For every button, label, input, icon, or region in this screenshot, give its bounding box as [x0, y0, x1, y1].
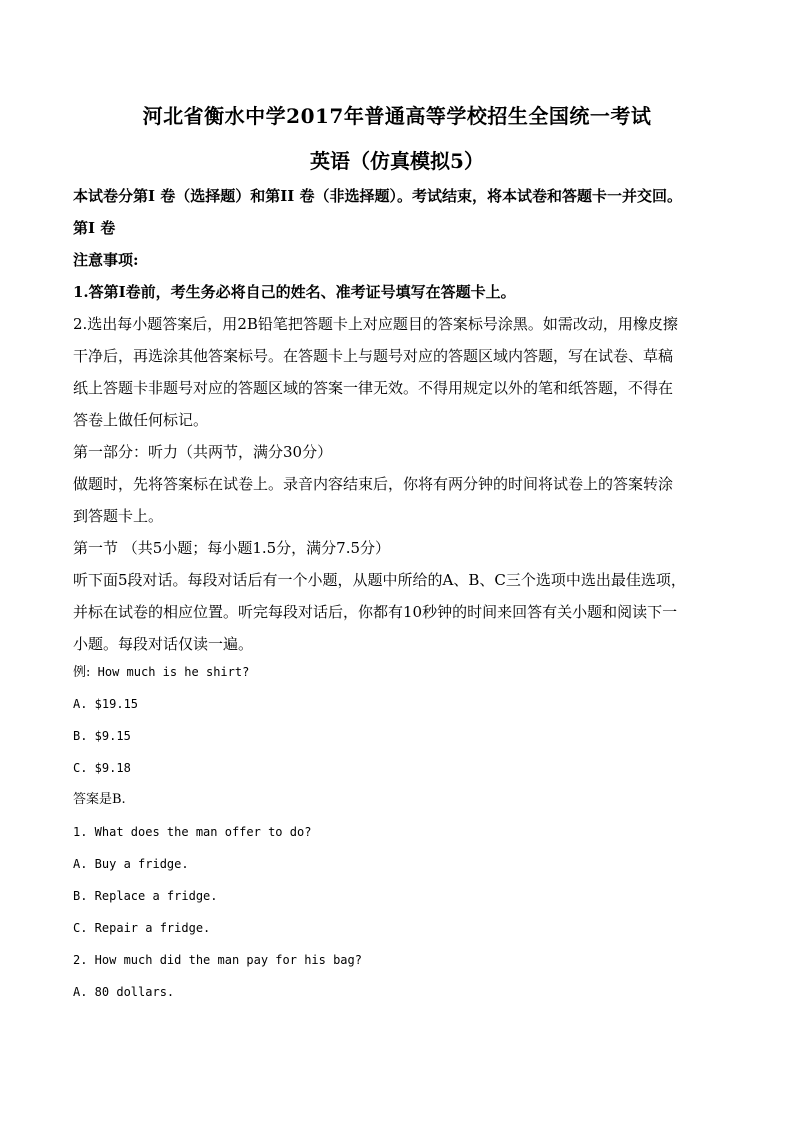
example-option-c: C. $9.18 [73, 761, 131, 775]
part1-heading-text: 第一部分：听力（共两节，满分30分） [73, 443, 333, 461]
section1-heading-text: 第一节 （共5小题；每小题1.5分，满分7.5分） [73, 539, 391, 557]
notes-heading: 注意事项: [73, 251, 139, 269]
question-2-option-a: A. 80 dollars. [73, 985, 175, 999]
example-answer: 答案是B. [73, 792, 126, 807]
note-2-line: 2.选出每小题答案后，用2B铅笔把答题卡上对应题目的答案标号涂黑。如需改动，用橡皮擦 [73, 315, 678, 333]
example-question [73, 662, 249, 683]
example-option-a: A. $19.15 [73, 697, 139, 711]
part1-instr-line: 做题时，先将答案标在试卷上。录音内容结束后，你将有两分钟的时间将试卷上的答案转涂 [73, 475, 674, 493]
example-prefix: 例: [73, 665, 91, 680]
part1-instr-line: 到答题卡上。 [73, 507, 164, 525]
question-2-stem: 2. How much did the man pay for his bag? [73, 953, 362, 967]
section1-instr-line: 听下面5段对话。每段对话后有一个小题，从题中所给的A、B、C三个选项中选出最佳选项， [73, 571, 686, 589]
question-1-option-a: A. Buy a fridge. [73, 857, 189, 871]
note-2-line: 纸上答题卡非题号对应的答题区域的答案一律无效。不得用规定以外的笔和纸答题，不得在 [73, 379, 674, 397]
question-1-option-b: B. Replace a fridge. [73, 889, 218, 903]
part1-heading [73, 436, 733, 468]
section1-instructions [73, 564, 733, 660]
section1-instr-line: 小题。每段对话仅读一遍。 [73, 635, 254, 653]
exam-title: 河北省衡水中学2017年普通高等学校招生全国统一考试 [142, 104, 652, 128]
question-1-option-c: C. Repair a fridge. [73, 921, 211, 935]
part1-instructions [73, 468, 733, 532]
note-2-line: 答卷上做任何标记。 [73, 411, 209, 429]
section1-heading [73, 532, 733, 564]
example-option-b: B. $9.15 [73, 729, 131, 743]
section1-instr-line: 并标在试卷的相应位置。听完每段对话后，你都有10秒钟的时间来回答有关小题和阅读下一 [73, 603, 678, 621]
note-2-line: 干净后，再选涂其他答案标号。在答题卡上与题号对应的答题区域内答题，写在试卷、草稿 [73, 347, 674, 365]
question-1-stem: 1. What does the man offer to do? [73, 825, 312, 839]
example-question-text: How much is he shirt? [90, 665, 250, 679]
intro-text: 本试卷分第I 卷（选择题）和第II 卷（非选择题）。考试结束，将本试卷和答题卡一并交回。 [73, 187, 682, 205]
note-1: 1.答第I卷前，考生务必将自己的姓名、准考证号填写在答题卡上。 [73, 283, 516, 301]
section-label: 第I 卷 [73, 219, 116, 237]
exam-subtitle: 英语（仿真模拟5） [310, 149, 484, 173]
note-2 [73, 308, 733, 436]
